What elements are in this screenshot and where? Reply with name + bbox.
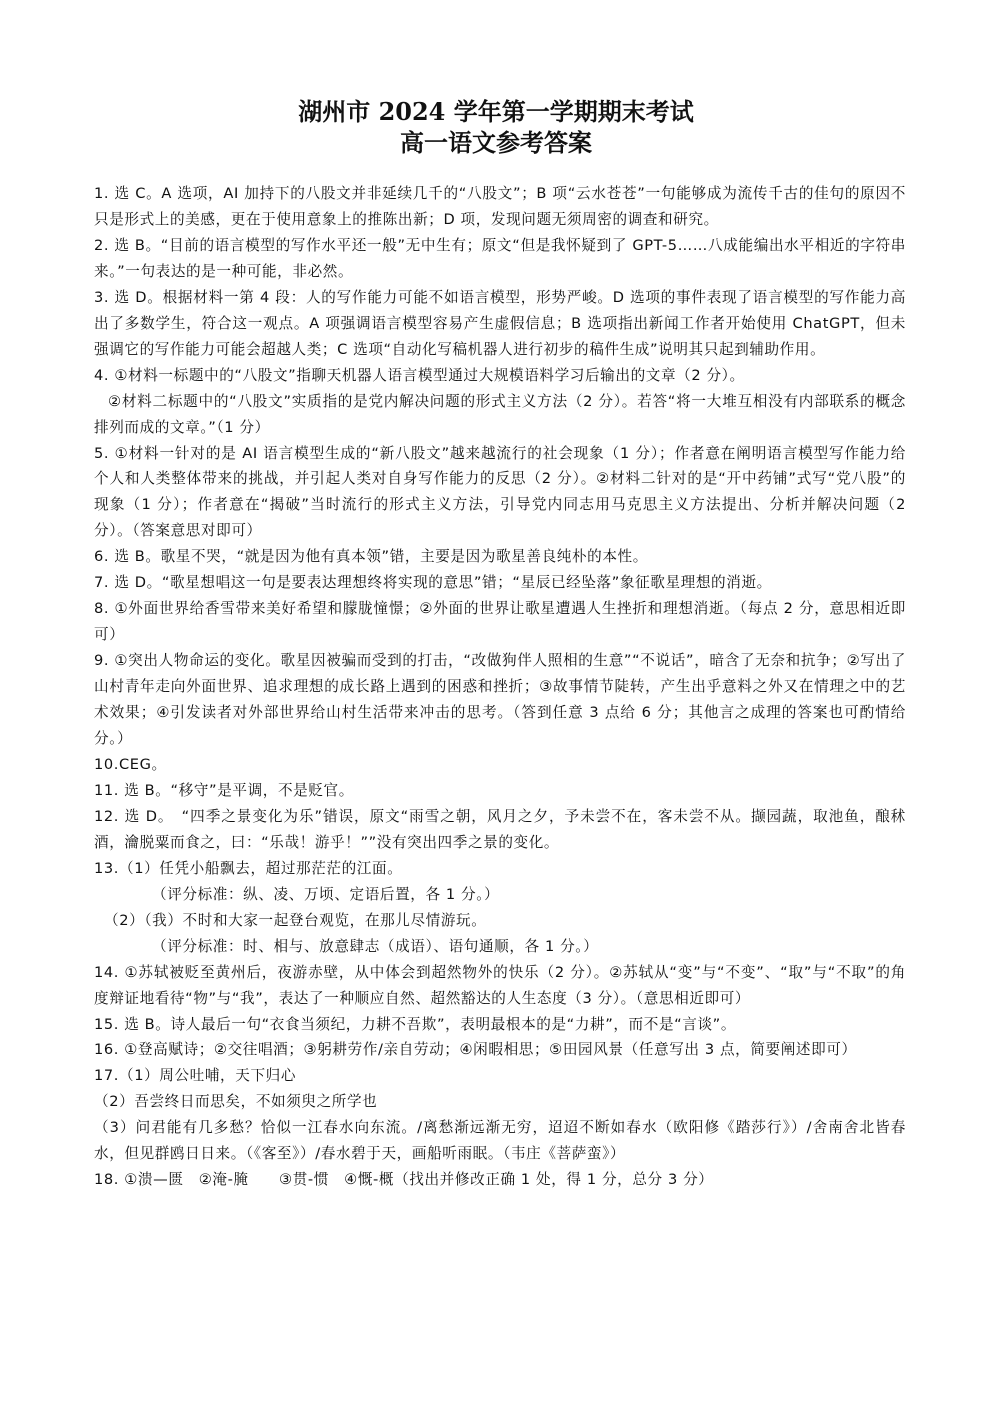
- answer-item-5: 5. ①材料一针对的是 AI 语言模型生成的“新八股文”越来越流行的社会现象（1 分）；作者意在阐明语言模型写作能力给个人和人类整体带来的挑战，并引起人类对自身写作能力的反思（2 分）。②材料二针对的是“开中药铺”式写“党八股”的现象（1 分）；作者意在“揭破”当时流行的形式主义方法，引导党内同志用马克思主义方法提出、分析并解决问题（2 分）。（答案意思对即可）: [94, 444, 906, 540]
- answer-item-3: 3. 选 D。根据材料一第 4 段：人的写作能力可能不如语言模型，形势严峻。D 选项的事件表现了语言模型的写作能力高出了多数学生，符合这一观点。A 项强调语言模型容易产生虚假信息；B 选项指出新闻工作者开始使用 ChatGPT，但未强调它的写作能力可能会超越人类；C 选项“自动化写稿机器人进行初步的稿件生成”说明其只起到辅助作用。: [94, 288, 906, 358]
- answer-list: [94, 181, 906, 1193]
- page-subtitle: 高一语文参考答案: [400, 128, 592, 157]
- answer-item-2: 2. 选 B。“目前的语言模型的写作水平还一般”无中生有；原文“但是我怀疑到了 GPT-5……八成能编出水平相近的字符串来。”一句表达的是一种可能，非必然。: [94, 236, 906, 280]
- answer-item-8: 8. ①外面世界给香雪带来美好希望和朦胧憧憬；②外面的世界让歌星遭遇人生挫折和理想消逝。（每点 2 分，意思相近即可）: [94, 600, 906, 644]
- answer-item-1: 1. 选 C。A 选项，AI 加持下的八股文并非延续几千的“八股文”；B 项“云水苍苍”一句能够成为流传千古的佳句的原因不只是形式上的美感，更在于使用意象上的推陈出新；D 项，发现问题无须周密的调查和研究。: [94, 185, 906, 228]
- answer-item-14: 14. ①苏轼被贬至黄州后，夜游赤壁，从中体会到超然物外的快乐（2 分）。②苏轼从“变”与“不变”、“取”与“不取”的角度辩证地看待“物”与“我”，表达了一种顺应自然、超然豁达的人生态度（3 分）。（意思相近即可）: [94, 963, 906, 1007]
- page-title: 湖州市 2024 学年第一学期期末考试: [298, 97, 694, 126]
- answer-item-17-part-3: （3）问君能有几多愁？恰似一江春水向东流。/离愁渐远渐无穷，迢迢不断如春水（欧阳修《踏莎行》）/舍南舍北皆春水，但见群鸥日日来。（《客至》）/春水碧于天，画船听雨眠。（韦庄《菩萨蛮》）: [94, 1119, 906, 1163]
- answer-item-12: 12. 选 D。 “四季之景变化为乐”错误，原文“雨雪之朝，风月之夕，予未尝不在，客未尝不从。撷园蔬，取池鱼，酿秫酒，瀹脱粟而食之，曰：“乐哉！游乎！””没有突出四季之景的变化。: [94, 807, 906, 851]
- answer-item-10: 10.CEG。: [94, 755, 167, 773]
- answer-item-7: 7. 选 D。“歌星想唱这一句是要表达理想终将实现的意思”错；“星辰已经坠落”象征歌星理想的消逝。: [94, 574, 772, 592]
- answer-item-13-part-2: （2）（我）不时和大家一起登台观览，在那儿尽情游玩。: [104, 911, 487, 929]
- answer-item-6: 6. 选 B。歌星不哭，“就是因为他有真本领”错，主要是因为歌星善良纯朴的本性。: [94, 548, 648, 566]
- answer-item-18: 18. ①溃—匮 ②淹-腌 ③贯-惯 ④慨-概（找出并修改正确 1 处，得 1 分，总分 3 分）: [94, 1171, 714, 1189]
- answer-item-13-scoring-1: （评分标准：纵、凌、万顷、定语后置，各 1 分。）: [152, 885, 500, 903]
- answer-item-17-part-2: （2）吾尝终日而思矣，不如须臾之所学也: [94, 1093, 378, 1111]
- answer-item-13: 13.（1）任凭小船飘去，超过那茫茫的江面。: [94, 859, 403, 877]
- answer-item-15: 15. 选 B。诗人最后一句“衣食当须纪，力耕不吾欺”，表明最根本的是“力耕”，而不是“言谈”。: [94, 1015, 737, 1033]
- answer-item-4: 4. ①材料一标题中的“八股文”指聊天机器人语言模型通过大规模语料学习后输出的文章（2 分）。: [94, 366, 745, 384]
- answer-item-17: 17.（1）周公吐哺，天下归心: [94, 1067, 297, 1085]
- answer-item-11: 11. 选 B。“移守”是平调，不是贬官。: [94, 781, 354, 799]
- answer-item-9: 9. ①突出人物命运的变化。歌星因被骗而受到的打击，“改做狗伴人照相的生意”“不说话”，暗含了无奈和抗争；②写出了山村青年走向外面世界、追求理想的成长路上遇到的困惑和挫折；③故事情节陡转，产生出乎意料之外又在情理之中的艺术效果；④引发读者对外部世界给山村生活带来冲击的思考。（答到任意 3 点给 6 分；其他言之成理的答案也可酌情给分。）: [94, 652, 906, 748]
- answer-item-16: 16. ①登高赋诗；②交往唱酒；③躬耕劳作/亲自劳动；④闲暇相思；⑤田园风景（任意写出 3 点，简要阐述即可）: [94, 1041, 857, 1059]
- answer-item-13-scoring-2: （评分标准：时、相与、放意肆志（成语）、语句通顺，各 1 分。）: [152, 937, 599, 955]
- answer-item-4-part-2: ②材料二标题中的“八股文”实质指的是党内解决问题的形式主义方法（2 分）。若答“将一大堆互相没有内部联系的概念排列而成的文章。”（1 分）: [94, 392, 906, 436]
